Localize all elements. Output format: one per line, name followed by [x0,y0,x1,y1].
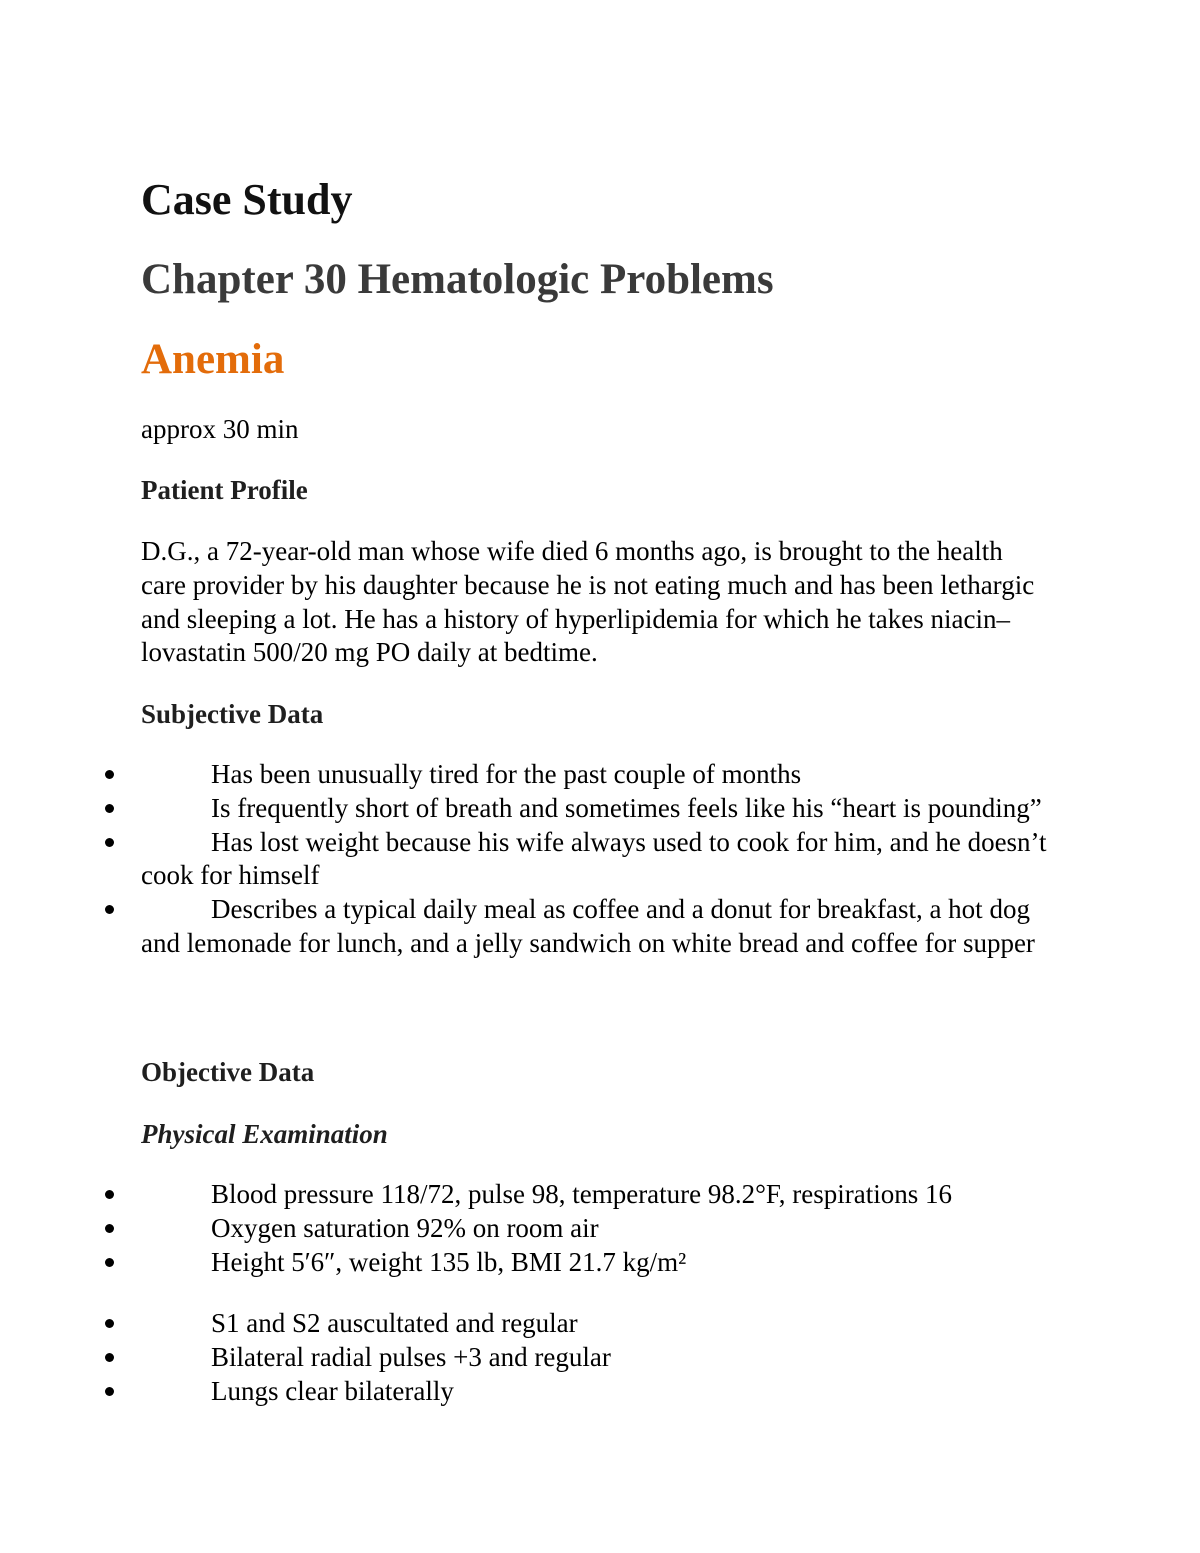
bullet-icon [105,770,114,779]
list-item [0,1307,1061,1341]
list-item-text: Lungs clear bilaterally [211,1375,454,1406]
list-item [0,893,1061,961]
list-item [0,1246,1061,1280]
list-item [0,1212,1061,1246]
list-item [0,1375,1061,1409]
list-item [0,792,1061,826]
physical-exam-heading: Physical Examination [141,1119,388,1149]
list-item [0,1178,1061,1212]
bullet-icon [105,1258,114,1267]
list-item [0,758,1061,792]
chapter-title: Chapter 30 Hematologic Problems [141,256,774,303]
list-item-text: Bilateral radial pulses +3 and regular [211,1341,611,1372]
list-item-text: Is frequently short of breath and sometimes feels like his “heart is pounding” [211,792,1042,823]
list-item-text: S1 and S2 auscultated and regular [211,1308,578,1338]
bullet-icon [105,1224,114,1233]
objective-data-heading: Objective Data [141,1057,315,1087]
list-item-text: Has lost weight because his wife always used to cook for him, and he doesn’t cook for himself [141,826,1047,891]
list-item-text: Blood pressure 118/72, pulse 98, temperature 98.2°F, respirations 16 [211,1179,953,1209]
list-item-text: Height 5′6″, weight 135 lb, BMI 21.7 kg/m² [211,1246,687,1277]
bullet-icon [105,1319,114,1328]
bullet-icon [105,1190,114,1199]
patient-profile-text: D.G., a 72-year-old man whose wife died 6 months ago, is brought to the health care provider by his daughter because he is not eating much and has been lethargic and sleeping a lot. He has a history of hyperlipidemia for which he takes niacin–lovastatin 500/20 mg PO daily at bedtime. [141,536,1035,668]
bullet-icon [105,905,114,914]
bullet-icon [105,1353,114,1362]
topic-title: Anemia [141,336,285,383]
findings-list [0,1307,1200,1408]
patient-profile-heading: Patient Profile [141,475,308,505]
list-item-text: Oxygen saturation 92% on room air [211,1212,599,1243]
subjective-data-list [0,758,1200,961]
list-item-text: Describes a typical daily meal as coffee and a donut for breakfast, a hot dog and lemonade for lunch, and a jelly sandwich on white bread and coffee for supper [141,894,1035,958]
bullet-icon [105,804,114,813]
bullet-icon [105,1387,114,1396]
list-item [0,1341,1061,1375]
subjective-data-heading: Subjective Data [141,699,324,729]
bullet-icon [105,838,114,847]
list-item [0,826,1061,894]
vitals-list [0,1178,1200,1279]
list-item-text: Has been unusually tired for the past couple of months [211,759,802,789]
document-title: Case Study [141,175,353,224]
duration-note: approx 30 min [141,414,299,444]
